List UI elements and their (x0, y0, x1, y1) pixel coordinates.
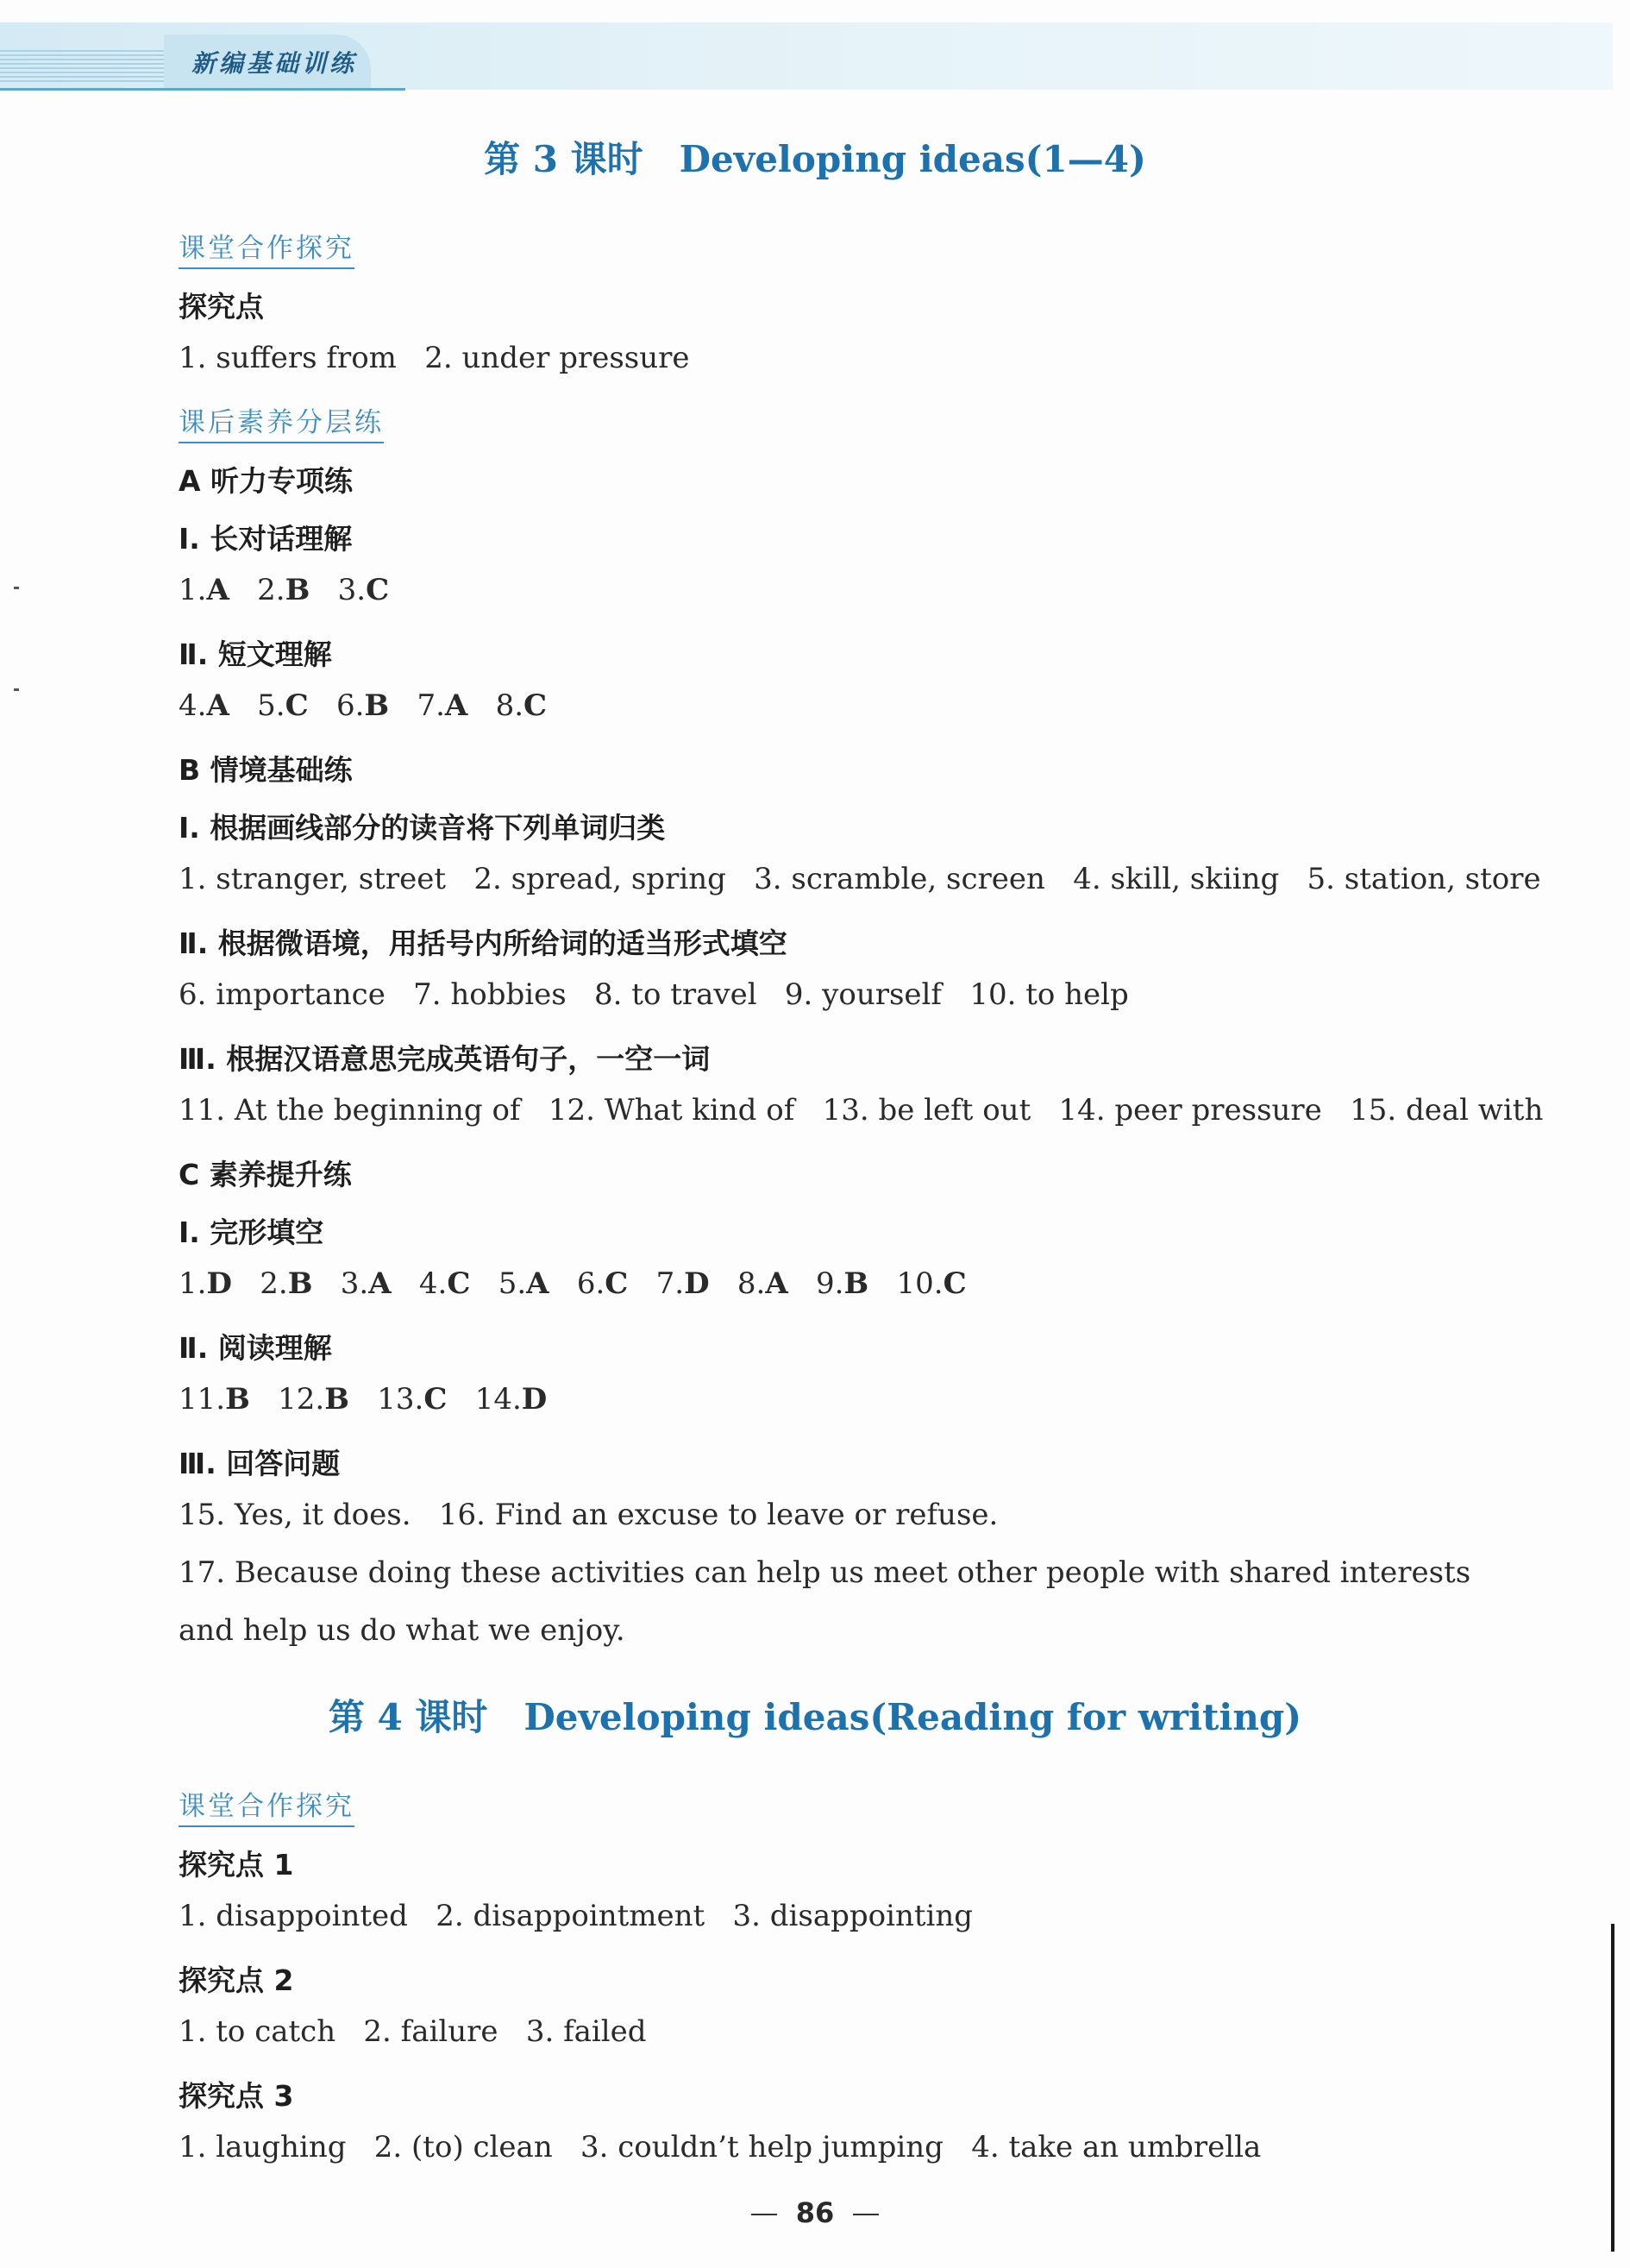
answer-choice: C (523, 688, 548, 723)
answer-item: 1. laughing (179, 2130, 347, 2164)
answer-choice: A (526, 1266, 549, 1301)
answer-number: 14. (474, 1382, 522, 1417)
answer-item: 15. Yes, it does. (179, 1498, 411, 1532)
answer-number: 2. (257, 573, 285, 607)
answer-item (737, 1255, 788, 1313)
answer-item (257, 677, 309, 735)
answer-item (260, 1255, 312, 1313)
part-b-section-1-title: Ⅰ. 根据画线部分的读音将下列单词归类 (179, 811, 666, 845)
answer-item (897, 1255, 967, 1313)
answer-item: 1. stranger, street (179, 862, 447, 896)
part-c-section-3-answers (179, 1486, 1548, 1660)
answer-choice: A (206, 688, 229, 723)
answer-item (656, 1255, 710, 1313)
answer-item (179, 1371, 250, 1429)
answer-item (419, 1255, 471, 1313)
answer-item (257, 562, 310, 619)
answer-item: 3. couldn’t help jumping (580, 2130, 944, 2164)
answer-number: 5. (498, 1266, 527, 1301)
answer-number: 2. (260, 1266, 288, 1301)
answer-item (496, 677, 548, 735)
after-class-section-label: 课后素养分层练 (179, 400, 384, 443)
answer-item (816, 1255, 868, 1313)
answer-item: 2. (to) clean (373, 2130, 553, 2164)
answer-choice: B (225, 1382, 250, 1417)
answer-item: 2. disappointment (436, 1899, 705, 1933)
answer-choice: B (324, 1382, 349, 1417)
answer-number: 6. (335, 688, 365, 723)
answer-number: 10. (896, 1266, 944, 1301)
header-decor-lines (0, 50, 164, 83)
answer-number: 9. (816, 1266, 844, 1301)
part-b-section-3-answers (179, 1082, 1548, 1140)
answer-item: 13. be left out (822, 1093, 1031, 1128)
part-a-title: A 听力专项练 (179, 464, 354, 498)
lesson-4-classroom-section-label: 课堂合作探究 (179, 1784, 354, 1827)
part-a-section-1-title: Ⅰ. 长对话理解 (179, 522, 353, 556)
answer-number: 12. (278, 1382, 325, 1417)
answer-number: 1. (179, 1266, 207, 1301)
part-c-title: C 素养提升练 (179, 1158, 352, 1191)
part-b-section-1-answers (179, 851, 1548, 908)
answer-item (278, 1371, 349, 1429)
answer-item: 3. failed (525, 2014, 647, 2049)
answer-item (179, 677, 229, 735)
part-b-section-2-answers (179, 966, 1548, 1024)
answer-number: 6. (576, 1266, 605, 1301)
answer-item (179, 1255, 232, 1313)
answer-choice: C (423, 1382, 448, 1417)
answer-item: 1. disappointed (179, 1899, 408, 1933)
answer-item: 2. failure (363, 2014, 498, 2049)
explore-point-1-answers (179, 1888, 1548, 1945)
header-tab (164, 35, 371, 90)
answer-choice: D (521, 1382, 548, 1417)
answer-choice: B (287, 1266, 313, 1301)
answer-number: 13. (377, 1382, 424, 1417)
answer-item (338, 562, 390, 619)
answer-choice: A (206, 573, 229, 607)
part-a-section-1-answers (179, 562, 1548, 619)
classroom-section-label: 课堂合作探究 (179, 226, 354, 269)
explore-answers (179, 330, 1548, 387)
answer-item: 4. take an umbrella (971, 2130, 1262, 2164)
answer-choice: C (605, 1266, 629, 1301)
header-rule (0, 88, 405, 91)
answer-choice: C (285, 688, 309, 723)
answer-choice: D (684, 1266, 710, 1301)
answer-item: 15. deal with (1350, 1093, 1544, 1128)
explore-heading: 探究点 (179, 290, 264, 324)
explore-point-3-answers (179, 2119, 1548, 2177)
answer-item: 8. to travel (594, 977, 757, 1012)
answer-choice: A (765, 1266, 788, 1301)
answer-item (341, 1255, 392, 1313)
answer-item (475, 1371, 548, 1429)
lesson-3-title: 第 3 课时 Developing ideas(1—4) (484, 138, 1146, 180)
answer-item: 1. suffers from (179, 341, 397, 375)
explore-point-1-heading: 探究点 1 (179, 1848, 294, 1882)
answer-number: 4. (418, 1266, 448, 1301)
answer-choice: A (368, 1266, 392, 1301)
lesson-4-title: 第 4 课时 Developing ideas(Reading for writing) (328, 1696, 1302, 1738)
answer-number: 8. (495, 688, 524, 723)
answer-item: 10. to help (969, 977, 1129, 1012)
part-b-section-3-title: Ⅲ. 根据汉语意思完成英语句子，一空一词 (179, 1042, 711, 1076)
part-a-section-2-title: Ⅱ. 短文理解 (179, 638, 332, 671)
answer-item: 1. to catch (179, 2014, 336, 2049)
answer-number: 3. (340, 1266, 369, 1301)
answer-number: 4. (179, 688, 207, 723)
answer-item: 2. spread, spring (473, 862, 726, 896)
explore-point-2-answers (179, 2003, 1548, 2061)
page-number: 86 (795, 2196, 835, 2229)
answer-number: 5. (257, 688, 285, 723)
answer-item (179, 562, 229, 619)
answer-item (498, 1255, 549, 1313)
answer-item (377, 1371, 447, 1429)
part-b-section-2-title: Ⅱ. 根据微语境，用括号内所给词的适当形式填空 (179, 927, 787, 960)
answer-number: 3. (337, 573, 367, 607)
part-c-section-2-answers (179, 1371, 1548, 1429)
part-b-title: B 情境基础练 (179, 753, 353, 787)
answer-item: 2. under pressure (424, 341, 690, 375)
part-c-section-1-answers (179, 1255, 1548, 1313)
answer-choice: B (364, 688, 390, 723)
answer-item (417, 677, 467, 735)
answer-item: 6. importance (179, 977, 386, 1012)
answer-choice: B (285, 573, 310, 607)
answer-choice: C (366, 573, 390, 607)
answer-item: 4. skill, skiing (1073, 862, 1280, 896)
answer-number: 8. (737, 1266, 766, 1301)
answer-item: 7. hobbies (413, 977, 567, 1012)
answer-item: 16. Find an excuse to leave or refuse. (438, 1498, 999, 1532)
answer-item (336, 677, 389, 735)
answer-number: 1. (179, 573, 207, 607)
part-c-section-3-title: Ⅲ. 回答问题 (179, 1447, 341, 1480)
answer-choice: C (943, 1266, 967, 1301)
brand-title: 新编基础训练 (191, 49, 358, 78)
answer-item (577, 1255, 629, 1313)
answer-choice: A (444, 688, 468, 723)
part-a-section-2-answers (179, 677, 1548, 735)
answer-item: 17. Because doing these activities can help us meet other people with shared interests and help us do what we enjoy. (179, 1555, 1471, 1648)
answer-item: 9. yourself (784, 977, 943, 1012)
page-number-footer (0, 2196, 1630, 2229)
answer-item: 11. At the beginning of (179, 1093, 521, 1128)
answer-number: 7. (655, 1266, 685, 1301)
answer-item: 14. peer pressure (1058, 1093, 1322, 1128)
explore-point-3-heading: 探究点 3 (179, 2079, 294, 2113)
part-c-section-2-title: Ⅱ. 阅读理解 (179, 1331, 332, 1365)
margin-mark (14, 587, 19, 589)
answer-item: 12. What kind of (548, 1093, 795, 1128)
answer-choice: B (843, 1266, 869, 1301)
answer-item: 3. disappointing (732, 1899, 974, 1933)
explore-point-2-heading: 探究点 2 (179, 1963, 294, 1997)
part-c-section-1-title: Ⅰ. 完形填空 (179, 1216, 324, 1249)
answer-number: 11. (179, 1382, 226, 1417)
answer-choice: C (447, 1266, 471, 1301)
answer-item: 3. scramble, screen (754, 862, 1045, 896)
answer-item: 5. station, store (1307, 862, 1541, 896)
answer-choice: D (206, 1266, 232, 1301)
margin-mark (14, 688, 19, 691)
answer-number: 7. (417, 688, 445, 723)
